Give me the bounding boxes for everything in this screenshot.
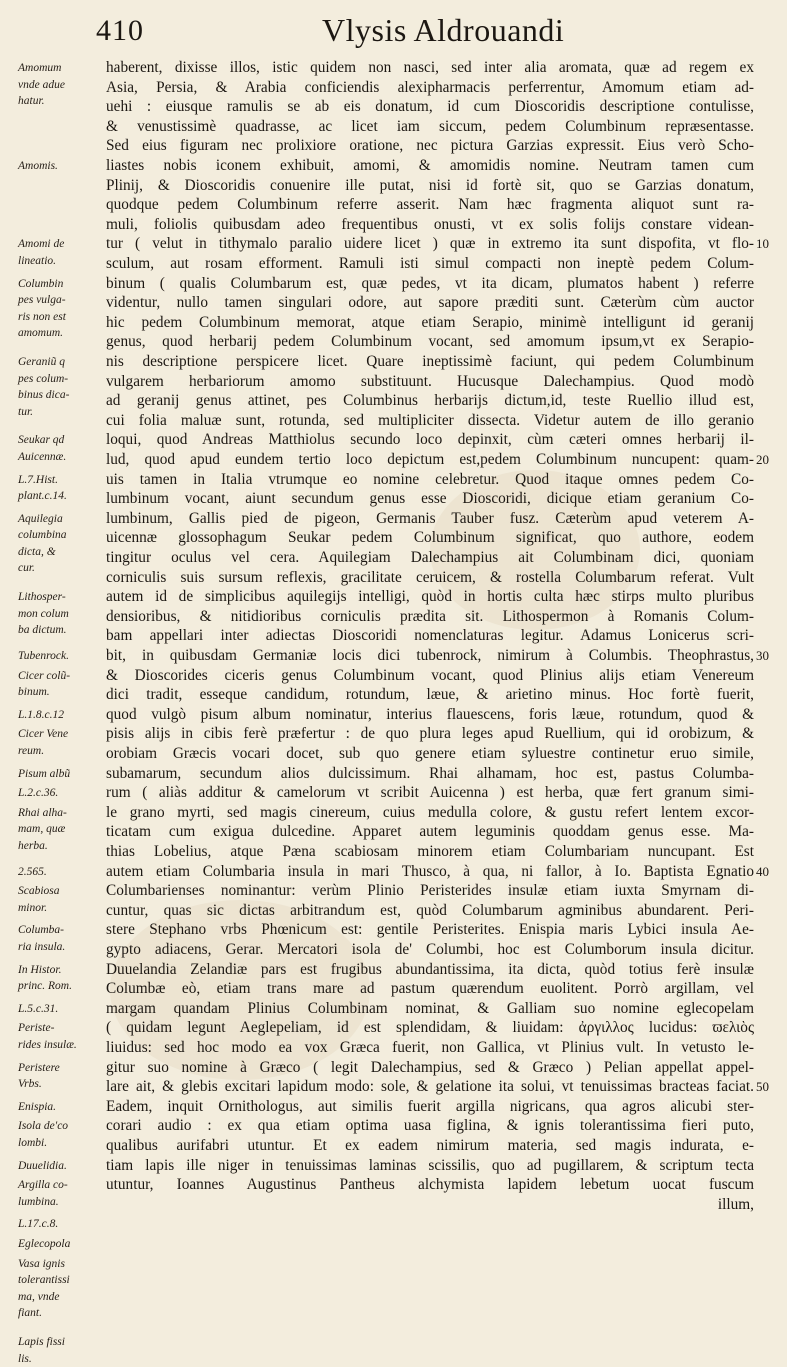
- text-line: cuntur, quas sic dictas arbitrandum est, quòd Columbarum agminibus abundarent. Peri-: [106, 901, 754, 919]
- margin-note: In Histor. princ. Rom.: [18, 963, 72, 993]
- text-line: lud, quod apud eundem tertio loco depictum est,pedem Columbinum nuncupent: quam-: [106, 451, 754, 468]
- margin-note: Isola de'co lombi.: [18, 1120, 69, 1149]
- text-line: utuntur, Ioannes Augustinus Pantheus alchymista lapidem lebetum uocat fuscum: [106, 1176, 754, 1194]
- margin-note: Amomis.: [18, 160, 58, 172]
- text-line: & venustissimè quadrasse, ac licet iam siccum, pedem Columbinum repræsentasse.: [106, 117, 754, 135]
- text-line: autem etiam Columbaria insula in mari Thusco, à qua, ni fallor, à Io. Baptista Egnatio: [106, 862, 754, 880]
- line-number: 30: [756, 648, 769, 663]
- text-line: sculum, aut rosam efforment. Ramuli isti simul compacti non ineptè pedem Colum-: [106, 255, 754, 272]
- text-line: ( quidam legunt Aeglepeliam, id est splendidam, & liuidam: ἀργιλλος lucidus: ϖελιὸς: [106, 1019, 754, 1037]
- margin-note: Vasa ignis tolerantissi ma, vnde fiant.: [18, 1257, 70, 1320]
- text-line: gypto adiacens, Gerar. Mercatori isola de' Columbi, hoc est Columborum insula dicitur.: [106, 941, 754, 958]
- text-line: qualibus aurifabri utuntur. Et ex eadem nimirum materia, sed magis indurata, e-: [106, 1137, 754, 1154]
- text-line: ad geranij genus attinet, pes Columbinus herbarijs dictum,id, teste Ruellio illud est,: [106, 392, 754, 410]
- line-number: 10: [756, 236, 769, 252]
- margin-note: Pisum albũ: [18, 767, 71, 780]
- text-line: uis tamen in Italia vtrumque eo nomine celebretur. Quod itaque omnes pedem Co-: [106, 470, 754, 488]
- margin-notes-column: [18, 58, 100, 1365]
- text-line: Sed eius figuram nec prolixiore oratione, nec pictura Garzias expressit. Eius verò Scho-: [106, 137, 754, 155]
- running-head: Vlysis Aldrouandi: [322, 12, 565, 48]
- margin-note: Seukar qd Auicennæ.: [18, 434, 67, 463]
- text-line: liastes nobis iconem exhibuit, amomi, & amomidis nomine. Neutram tamen cum: [106, 157, 754, 174]
- text-line: stere Stephano vrbs Phœnicum est: gentile Peristerites. Enispia maris Lybici insula Ae-: [106, 921, 754, 939]
- line-number: 40: [756, 863, 769, 879]
- text-line: orobiam Græcis vocari docet, sub quo genere etiam syluestre continetur eruo simile,: [106, 745, 754, 762]
- text-line: loqui, quod Andreas Matthiolus secundo loco depinxit, cùm cæteri omnes herbarij il-: [106, 431, 754, 449]
- margin-note: Lithosper- mon colum ba dictum.: [18, 591, 69, 637]
- text-line: ticatam cum exigua dulcedine. Apparet autem leguminis quoddam genus esse. Ma-: [106, 823, 754, 841]
- margin-note: Amomum vnde adue hatur.: [18, 62, 65, 107]
- text-line: tur ( velut in tithymalo paralio uidere licet ) quæ in extremo ita sunt dispofita, vt flo-: [106, 235, 754, 253]
- text-line: muli, foliolis quibusdam adeo frequentibus onusti, vt ex solis folijs constare videan-: [106, 215, 754, 233]
- margin-note: L.17.c.8.: [18, 1218, 59, 1231]
- text-line: nis descriptione perspicere licet. Quare ineptissimè faciunt, qui pedem Columbinum: [106, 353, 754, 370]
- text-line: lumbinum vocant, aiunt secundum genus esse Dioscoridi, dicique etiam geranium Co-: [106, 490, 754, 508]
- text-line: binum ( qualis Columbarum est, quæ pedes, vt ita dicam, plumatos habent ) referre: [106, 274, 754, 292]
- text-line: & Dioscorides ciceris genus Columbinum vocant, quod Plinius alijs etiam Venereum: [106, 666, 754, 684]
- text-line: Plinij, & Dioscoridis conuenire ille putat, nisi id fortè sit, quo se Garzias donatum,: [106, 176, 754, 194]
- text-line: uehi : eiusque ramulis se ab eis donatum, id cum Dioscoridis descriptione contulisse,: [106, 98, 754, 116]
- text-line: quodque pedem Columbinum referre asserit. Nam hæc fragmenta aliquot sunt ra-: [106, 196, 754, 214]
- text-line: tingitur oculus vel cera. Aquilegiam Dalechampius ait Columbinam dici, quoniam: [106, 549, 754, 566]
- text-line: le grano myrti, sed magis cinereum, cuius medulla colore, & gustu refert lentem excor-: [106, 803, 754, 821]
- text-line: gitur suo nomine à Græco ( legit Dalechampius, sed & Græco ) Pelian appellat appel-: [106, 1058, 754, 1076]
- text-line: bam appellari inter adiectas Dioscoridi nomenclaturas legitur. Adamus Lonicerus scri-: [106, 627, 754, 645]
- margin-note: Amomi de lineatio.: [18, 238, 65, 267]
- text-line: corari audio : ex qua etiam optima uasa figlina, & ignis tolerantissima fieri puto,: [106, 1117, 754, 1135]
- text-line: Asia, Persia, & Arabia conficiendis alexipharmacis perferrentur, Amomum etiam ad-: [106, 78, 754, 96]
- line-number: 20: [756, 452, 769, 467]
- margin-note: Columbin pes vulga- ris non est amomum.: [18, 277, 66, 340]
- page-number: 410: [96, 14, 144, 47]
- margin-note: 2.565.: [18, 865, 47, 878]
- margin-note: Peristere Vrbs.: [18, 1061, 60, 1091]
- text-line: corniculis suis sursum reflexis, gracilitate ceruicem, & rostella Columbarum referat. Vult: [106, 568, 754, 586]
- margin-note: Enispia.: [18, 1100, 57, 1113]
- margin-note: Periste- rides insulæ.: [18, 1022, 77, 1051]
- margin-note: Duuelidia.: [18, 1159, 67, 1172]
- text-line: quod vulgò pisum album nominatur, interius flauescens, foris læue, rotundum, quod &: [106, 705, 754, 723]
- margin-note: Aquilegia columbina dicta, & cur.: [18, 512, 67, 575]
- margin-note: Eglecopola: [18, 1238, 71, 1250]
- text-line: Columbarienses nominantur: verùm Plinio Peristerides insulæ etiam iuxta Smyrnam di-: [106, 882, 754, 900]
- line-number: 50: [756, 1079, 769, 1095]
- margin-note: L.2.c.36.: [18, 787, 59, 800]
- text-line: genus, quod herbarij pedem Columbinum vocant, sed amomum ipsum,vt ex Serapio-: [106, 333, 754, 351]
- margin-note: Lapis fissi lis.: [18, 1336, 65, 1365]
- text-line: subamarum, secundum alios dulcissimum. Rhai alhamam, hoc est, pastus Columba-: [106, 764, 754, 782]
- margin-note: Columba- ria insula.: [18, 924, 66, 953]
- margin-note: Tubenrock.: [18, 650, 69, 662]
- margin-note: L.5.c.31.: [18, 1002, 59, 1015]
- text-line: lare ait, & glebis excitari lapidum modo: sole, & gelatione ita solui, vt tenuissimas bracteas faciat.: [106, 1078, 754, 1096]
- margin-note: Argilla co- lumbina.: [18, 1179, 68, 1208]
- text-line: tiam lapis ille niger in tenuissimas laminas scissilis, quo ad pugillarem, & scriptum tecta: [106, 1156, 754, 1174]
- text-line: dici tradit, esseque candidum, rotundum, læue, & arietino minus. Hoc fortè fuerit,: [106, 686, 754, 704]
- text-line: videntur, nullo tamen singulari odore, aut sapore præditi sunt. Cæterùm cùm auctor: [106, 294, 754, 312]
- text-line: Duuelandia Zelandiæ pars est frugibus abundantissima, ita dicta, quòd totius ferè insulæ: [106, 960, 754, 978]
- main-text-column: [106, 58, 754, 1258]
- text-line: lumbinum, Gallis pied de pigeon, Germanis Tauber fusz. Cæterùm apud veterem A-: [106, 509, 754, 527]
- text-line: margam quandam Plinius Columbinam nominat, & Galliam suo nomine eglecopelam: [106, 999, 754, 1017]
- text-line: pisis alijs in cibis ferè præfertur : de quo plura leges apud Ruellium, qui id orobizum, &: [106, 725, 754, 743]
- margin-note: Cicer Vene reum.: [18, 728, 69, 757]
- text-line: thias Lobelius, atque Pæna scabiosam minorem etiam Columbariam nuncupant. Est: [106, 843, 754, 860]
- margin-note: L.1.8.c.12: [18, 708, 64, 721]
- text-line: cui folia maluæ sunt, rotunda, sed multipliciter dissecta. Videtur autem de illo geranio: [106, 411, 754, 429]
- margin-note: L.7.Hist. plant.c.14.: [18, 473, 67, 503]
- text-line: bit, in quibusdam Germaniæ locis dici tubenrock, nimirum à Columbis. Theophrastus,: [106, 647, 754, 664]
- text-line: uicennæ glossophagum Seukar pedem Columbinum significat, quo authore, eodem: [106, 529, 754, 547]
- text-line: densioribus, & nitidioribus corniculis prædita sit. Lithospermon à Romanis Colum-: [106, 607, 754, 625]
- text-line: rum ( aliàs additur & camelorum vt scribit Auicenna ) est herba, quæ fert granum simi-: [106, 784, 754, 802]
- line-number-column: [756, 58, 782, 1258]
- text-line: liuidus: sed hoc modo ea vox Græca fuerit, non Gallica, vt Plinius vult. In vetusto le-: [106, 1039, 754, 1056]
- text-line: Columbæ eò, etiam trans mare ad pastum quærendum euolitent. Porrò argillam, vel: [106, 980, 754, 998]
- margin-note: Rhai alha- mam, quæ herba.: [18, 806, 67, 852]
- margin-note: Cicer colũ- binum.: [18, 669, 71, 699]
- text-line: Eadem, inquit Ornithologus, aut similis fuerit argilla nigricans, qua agros alicubi ster-: [106, 1097, 754, 1115]
- margin-note: Geraniũ q pes colum- binus dica- tur.: [18, 356, 70, 418]
- text-line: autem id de simplicibus aquilegijs intelligi, quòd in hortis culta hæc stirps multo pluribus: [106, 588, 754, 606]
- margin-note: Scabiosa minor.: [18, 885, 60, 914]
- text-line: haberent, dixisse illos, istic quidem non nasci, sed inter alia aromata, quæ ad regem ex: [106, 59, 754, 76]
- text-line: vulgarem herbariorum amomo substituunt. Hucusque Dalechampius. Quod modò: [106, 372, 754, 390]
- page-header: [0, 10, 787, 56]
- text-line: illum,: [717, 1195, 754, 1213]
- text-line: hic pedem Columbinum memorat, atque etiam Serapio, minimè intelligunt id geranij: [106, 313, 754, 331]
